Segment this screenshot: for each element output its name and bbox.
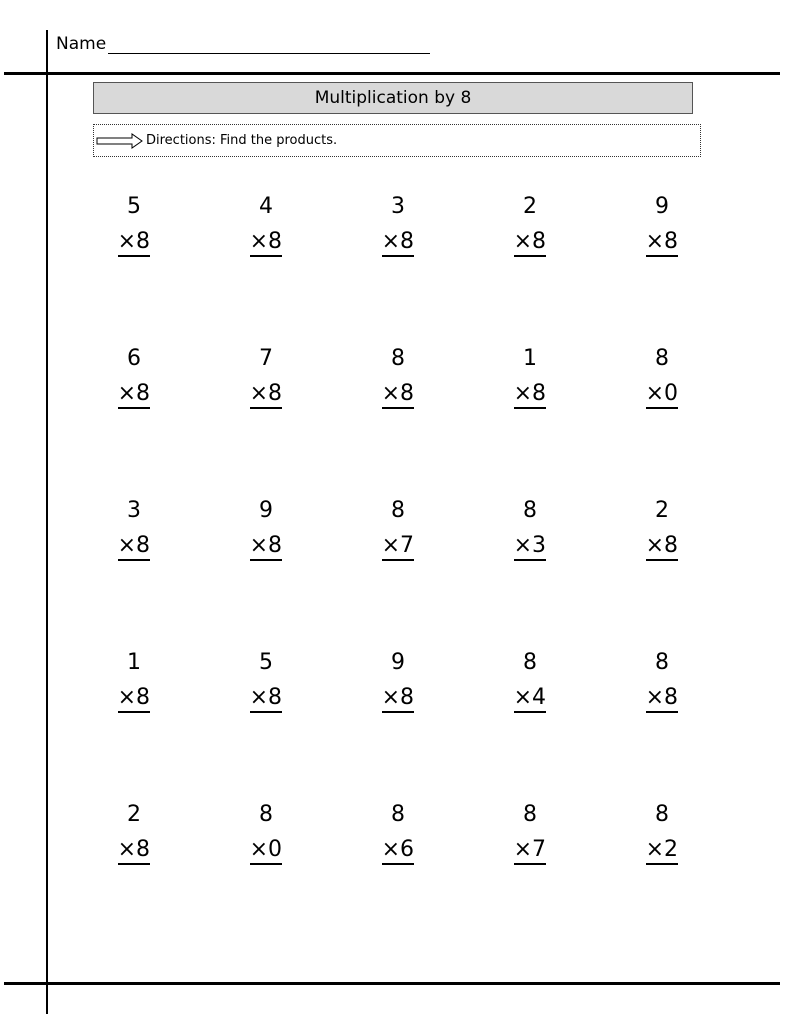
multiplicand: 2	[523, 194, 537, 219]
multiplication-problem	[90, 500, 150, 561]
multiplicand: 8	[655, 346, 669, 371]
name-label: Name	[56, 34, 107, 54]
multiplicand: 7	[259, 346, 273, 371]
multiplication-problem	[90, 652, 150, 713]
multiplier: ×8	[118, 839, 150, 865]
multiplier: ×2	[646, 839, 678, 865]
multiplier: ×8	[250, 687, 282, 713]
multiplication-problem	[618, 348, 678, 409]
multiplication-problem	[354, 348, 414, 409]
multiplication-problem	[618, 652, 678, 713]
multiplication-problem	[222, 348, 282, 409]
multiplicand: 5	[127, 194, 141, 219]
multiplicand: 9	[391, 650, 405, 675]
worksheet-title: Multiplication by 8	[314, 88, 472, 108]
multiplication-problem	[90, 804, 150, 865]
multiplier: ×8	[382, 383, 414, 409]
problem-row	[90, 348, 700, 500]
directions-box	[93, 124, 701, 157]
multiplication-problem	[222, 652, 282, 713]
bottom-rule	[4, 982, 780, 985]
multiplication-problem	[486, 500, 546, 561]
name-blank-field[interactable]	[108, 35, 430, 54]
multiplier: ×6	[382, 839, 414, 865]
problem-row	[90, 652, 700, 804]
problem-row	[90, 500, 700, 652]
multiplier: ×8	[382, 687, 414, 713]
problem-row	[90, 804, 700, 956]
multiplicand: 9	[655, 194, 669, 219]
margin-line	[46, 30, 48, 1014]
multiplication-problem	[90, 348, 150, 409]
multiplication-problem	[486, 196, 546, 257]
multiplier: ×8	[646, 535, 678, 561]
top-rule	[4, 72, 780, 75]
name-line	[56, 34, 430, 54]
multiplier: ×8	[382, 231, 414, 257]
multiplication-problem	[354, 196, 414, 257]
multiplicand: 8	[523, 498, 537, 523]
multiplier: ×8	[646, 687, 678, 713]
worksheet-title-box	[93, 82, 693, 114]
multiplicand: 2	[127, 802, 141, 827]
directions-text: Directions: Find the products.	[146, 133, 338, 148]
multiplication-problem	[90, 196, 150, 257]
multiplicand: 8	[523, 802, 537, 827]
multiplier: ×4	[514, 687, 546, 713]
multiplier: ×8	[514, 231, 546, 257]
multiplication-problem	[618, 196, 678, 257]
multiplication-problem	[618, 804, 678, 865]
multiplicand: 8	[259, 802, 273, 827]
multiplicand: 8	[523, 650, 537, 675]
multiplication-problem	[222, 804, 282, 865]
multiplicand: 8	[391, 802, 405, 827]
multiplier: ×8	[118, 231, 150, 257]
multiplier: ×8	[118, 535, 150, 561]
multiplier: ×7	[514, 839, 546, 865]
multiplicand: 8	[655, 650, 669, 675]
multiplier: ×8	[250, 535, 282, 561]
problem-row	[90, 196, 700, 348]
multiplication-problem	[486, 348, 546, 409]
multiplication-problem	[354, 652, 414, 713]
multiplier: ×8	[118, 383, 150, 409]
multiplier: ×8	[250, 231, 282, 257]
multiplier: ×8	[118, 687, 150, 713]
multiplicand: 2	[655, 498, 669, 523]
multiplier: ×8	[646, 231, 678, 257]
multiplicand: 1	[127, 650, 141, 675]
multiplier: ×8	[514, 383, 546, 409]
multiplicand: 8	[655, 802, 669, 827]
multiplication-problem	[618, 500, 678, 561]
multiplication-problem	[486, 804, 546, 865]
multiplicand: 6	[127, 346, 141, 371]
multiplier: ×0	[646, 383, 678, 409]
multiplier: ×8	[250, 383, 282, 409]
multiplicand: 9	[259, 498, 273, 523]
multiplication-problem	[222, 196, 282, 257]
right-arrow-icon	[96, 133, 144, 149]
multiplier: ×7	[382, 535, 414, 561]
multiplicand: 3	[127, 498, 141, 523]
multiplication-problem	[354, 500, 414, 561]
multiplicand: 4	[259, 194, 273, 219]
multiplicand: 1	[523, 346, 537, 371]
multiplication-problem	[354, 804, 414, 865]
multiplication-problem	[486, 652, 546, 713]
multiplicand: 3	[391, 194, 405, 219]
multiplicand: 8	[391, 498, 405, 523]
multiplicand: 5	[259, 650, 273, 675]
multiplier: ×3	[514, 535, 546, 561]
multiplication-problem	[222, 500, 282, 561]
problem-grid	[90, 196, 700, 956]
multiplicand: 8	[391, 346, 405, 371]
multiplier: ×0	[250, 839, 282, 865]
